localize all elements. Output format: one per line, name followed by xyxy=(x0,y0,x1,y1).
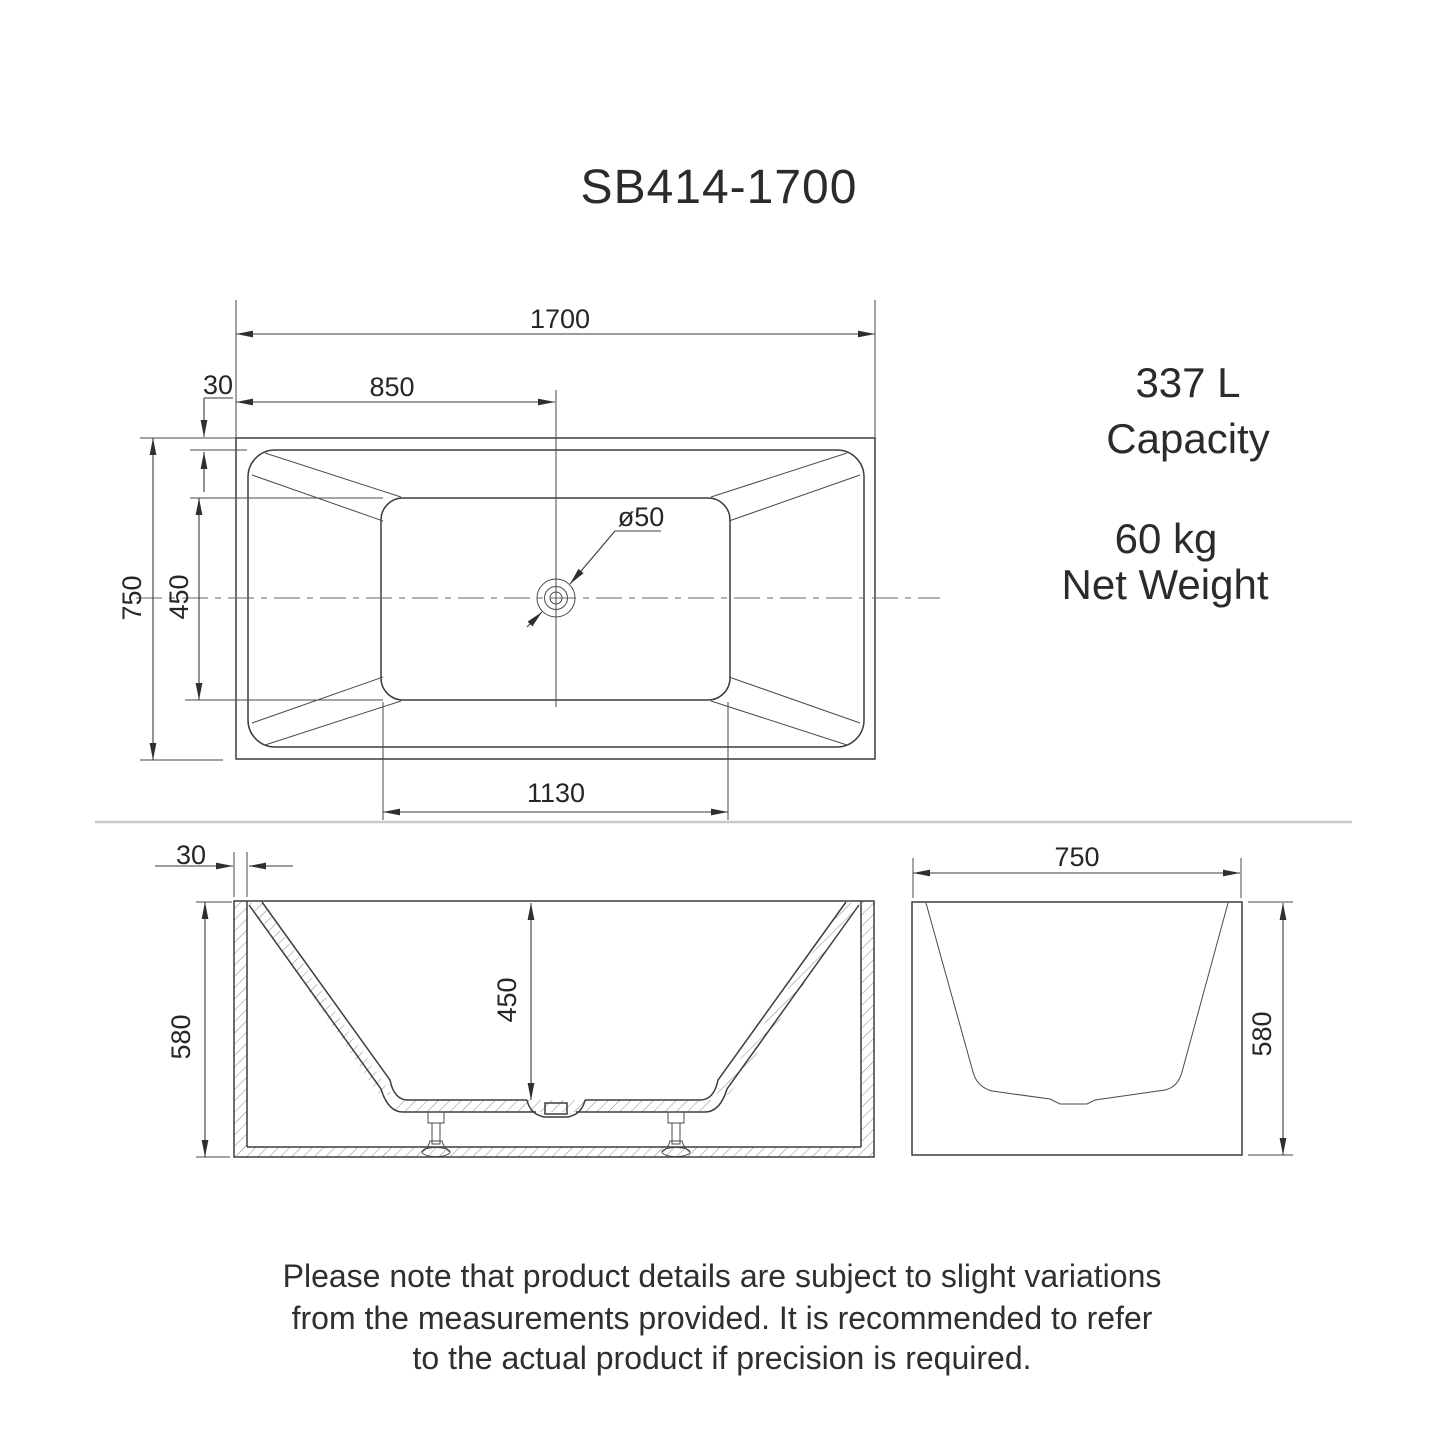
disclaimer-line-3: to the actual product if precision is required. xyxy=(412,1340,1032,1376)
capacity-value: 337 L xyxy=(1135,359,1241,406)
dim-450-top xyxy=(185,498,383,700)
dim-30-top xyxy=(140,398,247,492)
basin-profile-end xyxy=(926,903,1228,1104)
tub-outline-side xyxy=(234,901,874,1157)
dim-label-floor-length: 1130 xyxy=(526,778,586,808)
dim-label-drain-diameter: ø50 xyxy=(617,502,665,532)
weight-label: Net Weight xyxy=(1061,561,1269,608)
page-title: SB414-1700 xyxy=(580,161,858,214)
dim-label-drain-offset: 850 xyxy=(369,372,415,402)
dim-label-wall: 30 xyxy=(175,840,207,870)
disclaimer xyxy=(283,1258,1162,1376)
dim-label-depth: 450 xyxy=(492,977,522,1023)
dim-label-height-side: 580 xyxy=(166,1014,196,1060)
dim-label-length: 1700 xyxy=(529,304,591,334)
dim-label-inner-width: 450 xyxy=(164,574,194,620)
basin-profile-side xyxy=(249,902,859,1117)
dim-label-height-end: 580 xyxy=(1247,1011,1277,1057)
disclaimer-line-1: Please note that product details are subject to slight variations xyxy=(282,1258,1162,1294)
disclaimer-line-2: from the measurements provided. It is recommended to refer xyxy=(291,1300,1153,1336)
dim-label-width-end: 750 xyxy=(1054,842,1100,872)
capacity-label: Capacity xyxy=(1106,415,1270,462)
side-view xyxy=(155,840,874,1157)
dim-580-side xyxy=(196,902,232,1157)
top-view xyxy=(117,300,940,820)
wall-section-hatch xyxy=(234,901,874,1157)
dim-label-width: 750 xyxy=(117,575,147,621)
end-view xyxy=(912,842,1293,1155)
spec-info xyxy=(1062,359,1270,608)
weight-value: 60 kg xyxy=(1114,515,1218,562)
dim-label-rim: 30 xyxy=(202,370,234,400)
tub-outline-end xyxy=(912,902,1242,1155)
